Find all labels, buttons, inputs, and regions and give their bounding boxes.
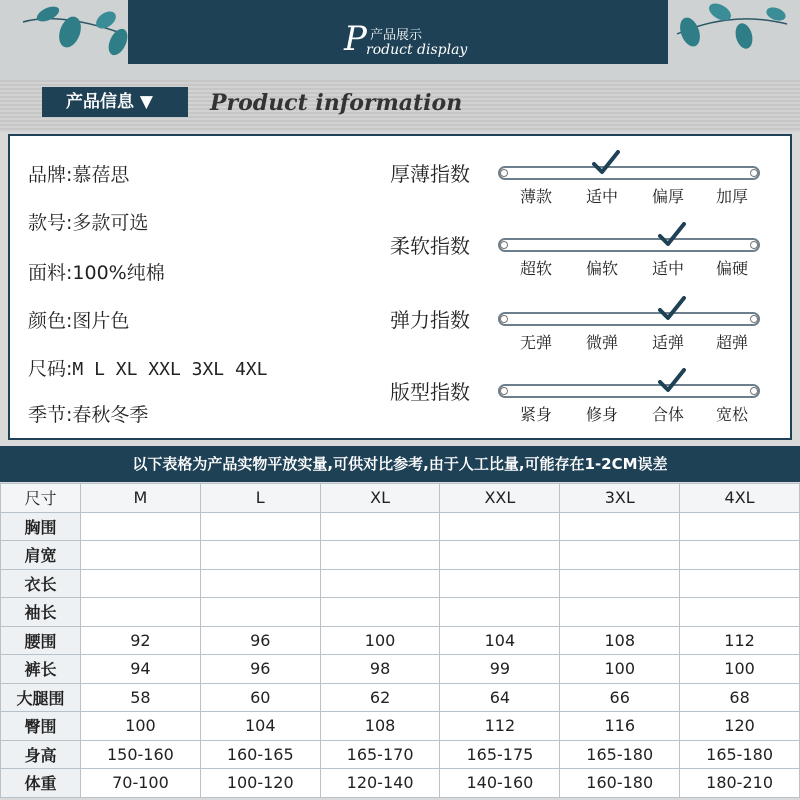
table-cell [200,541,320,570]
header-cell: 尺寸 [1,484,81,513]
table-cell: 116 [560,712,680,741]
leaf-icon [672,2,792,62]
index-tick-label: 适弹 [652,333,685,352]
table-cell: 96 [200,626,320,655]
leaf-icon [18,2,128,62]
table-cell: 68 [680,683,800,712]
table-row [1,740,800,769]
table-cell: 94 [81,655,201,684]
track-end [500,387,508,395]
table-cell: 160-180 [560,769,680,798]
table-row [1,712,800,741]
index-tick-label: 适中 [652,259,685,278]
table-cell: 112 [680,626,800,655]
spec-value: M L XL XXL 3XL 4XL [72,359,268,380]
table-cell: 112 [440,712,560,741]
spec-key: 面料: [28,262,73,284]
table-cell: 98 [320,655,440,684]
table-cell: 108 [560,626,680,655]
section-title-en: Product information [210,90,463,116]
table-cell [680,598,800,627]
table-cell: 104 [440,626,560,655]
header-cell: XL [320,484,440,513]
row-label: 大腿围 [1,683,81,712]
index-track [498,312,760,326]
index-label: 柔软指数 [390,234,470,258]
spec-size [28,354,267,381]
row-label: 臀围 [1,712,81,741]
row-label: 肩宽 [1,541,81,570]
index-label: 弹力指数 [390,308,470,332]
header-cell: 4XL [680,484,800,513]
table-cell: 165-170 [320,740,440,769]
index-tick-label: 超弹 [716,333,749,352]
table-cell [560,598,680,627]
table-cell: 96 [200,655,320,684]
table-cell [320,569,440,598]
spec-color [28,306,129,333]
spec-key: 颜色: [28,310,73,332]
header-cell: XXL [440,484,560,513]
row-label: 袖长 [1,598,81,627]
spec-value: 100%纯棉 [72,262,165,284]
checkmark-icon [658,368,686,394]
row-label: 腰围 [1,626,81,655]
table-header-row [1,484,800,513]
table-cell [320,598,440,627]
table-cell [81,598,201,627]
index-tick-label: 适中 [586,187,619,206]
table-cell: 62 [320,683,440,712]
table-cell: 120-140 [320,769,440,798]
table-cell: 100-120 [200,769,320,798]
table-row [1,655,800,684]
track-end [750,241,758,249]
table-cell: 165-175 [440,740,560,769]
checkmark-icon [592,150,620,176]
table-cell: 99 [440,655,560,684]
table-row [1,541,800,570]
index-tick-label: 薄款 [520,187,553,206]
table-cell: 120 [680,712,800,741]
table-cell [560,541,680,570]
table-cell [440,598,560,627]
checkmark-icon [658,222,686,248]
table-cell [200,512,320,541]
spec-fabric [28,258,165,285]
spec-key: 季节: [28,404,73,426]
table-cell: 108 [320,712,440,741]
row-label: 胸围 [1,512,81,541]
index-tick-label: 宽松 [716,405,749,424]
table-cell [560,512,680,541]
spec-key: 款号: [28,212,73,234]
track-end [750,387,758,395]
table-cell: 140-160 [440,769,560,798]
table-cell [440,541,560,570]
table-cell: 104 [200,712,320,741]
index-tick-label: 偏厚 [652,187,685,206]
banner-title-en: roduct display [366,42,468,58]
table-cell: 100 [81,712,201,741]
table-cell: 100 [680,655,800,684]
top-header [0,0,800,80]
table-cell [200,598,320,627]
spec-value: 图片色 [72,310,130,332]
table-row [1,769,800,798]
spec-value: 春秋冬季 [72,404,149,426]
table-cell: 165-180 [560,740,680,769]
row-label: 身高 [1,740,81,769]
header-cell: 3XL [560,484,680,513]
table-row [1,569,800,598]
table-cell: 160-165 [200,740,320,769]
track-end [750,315,758,323]
table-cell: 92 [81,626,201,655]
table-cell [81,541,201,570]
spec-key: 品牌: [28,164,73,186]
table-cell: 100 [320,626,440,655]
table-cell [440,512,560,541]
table-cell [320,512,440,541]
banner-title-cn: 产品展示 [370,28,423,43]
banner-initial: P [344,19,367,59]
table-cell [81,569,201,598]
track-end [750,169,758,177]
index-tick-label: 合体 [652,405,685,424]
row-label: 衣长 [1,569,81,598]
header-cell: M [81,484,201,513]
table-cell [81,512,201,541]
table-row [1,683,800,712]
table-cell [320,541,440,570]
table-cell [200,569,320,598]
index-tick-label: 超软 [520,259,553,278]
table-row [1,598,800,627]
size-table [0,483,800,798]
index-tick-label: 无弹 [520,333,553,352]
row-label: 体重 [1,769,81,798]
index-tick-label: 加厚 [716,187,749,206]
index-tick-label: 微弹 [586,333,619,352]
index-track [498,166,760,180]
row-label: 裤长 [1,655,81,684]
track-end [500,241,508,249]
header-cell: L [200,484,320,513]
spec-model [28,208,148,235]
table-row [1,512,800,541]
spec-value: 慕蓓思 [72,164,130,186]
table-cell [440,569,560,598]
index-tick-label: 紧身 [520,405,553,424]
section-tag: 产品信息 ▼ [42,87,188,117]
table-cell [680,541,800,570]
table-cell: 180-210 [680,769,800,798]
table-cell: 58 [81,683,201,712]
index-tick-label: 偏软 [586,259,619,278]
table-cell [560,569,680,598]
index-track [498,384,760,398]
checkmark-icon [658,296,686,322]
table-cell: 64 [440,683,560,712]
track-end [500,169,508,177]
index-tick-label: 偏硬 [716,259,749,278]
table-cell: 150-160 [81,740,201,769]
index-label: 厚薄指数 [390,162,470,186]
table-cell: 66 [560,683,680,712]
table-cell: 60 [200,683,320,712]
size-notice: 以下表格为产品实物平放实量,可供对比参考,由于人工比量,可能存在1-2CM误差 [0,446,800,482]
spec-brand [28,160,129,187]
index-tick-label: 修身 [586,405,619,424]
spec-season [28,400,148,427]
table-cell [680,569,800,598]
track-end [500,315,508,323]
table-cell: 165-180 [680,740,800,769]
table-cell: 70-100 [81,769,201,798]
table-cell: 100 [560,655,680,684]
table-cell [680,512,800,541]
index-label: 版型指数 [390,380,470,404]
spec-value: 多款可选 [72,212,149,234]
index-track [498,238,760,252]
spec-key: 尺码: [28,358,73,380]
table-row [1,626,800,655]
